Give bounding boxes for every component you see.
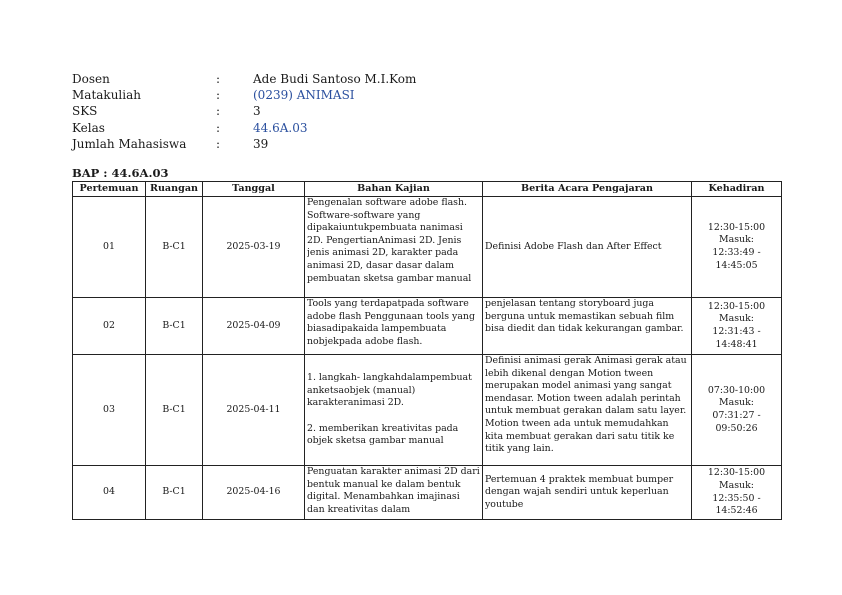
col-header-berita-acara: Berita Acara Pengajaran [483, 182, 692, 197]
jam-kuliah: 12:30-15:00 [707, 221, 766, 233]
waktu-hadir: 12:35:50 - 14:52:46 [712, 492, 761, 517]
paragraph-spacer [307, 410, 480, 423]
berita-acara-text: Definisi Adobe Flash dan After Effect [485, 240, 662, 252]
berita-acara-cell [483, 355, 692, 466]
tanggal-cell: 2025-04-09 [203, 298, 305, 355]
bap-title: BAP : 44.6A.03 [72, 166, 169, 180]
info-label: SKS [72, 104, 98, 119]
info-row-jumlah [72, 136, 472, 152]
masuk-label: Masuk: [719, 479, 754, 491]
col-header-pertemuan: Pertemuan [73, 182, 146, 197]
matakuliah-link[interactable]: (0239) ANIMASI [253, 88, 355, 103]
berita-acara-text: penjelasan tentang storyboard juga berguna untuk memastikan sebuah film bisa diedit dan tidak kekurangan gambar. [485, 298, 684, 335]
pertemuan-cell: 04 [73, 466, 146, 520]
info-colon: : [216, 120, 221, 135]
waktu-hadir: 07:31:27 - 09:50:26 [712, 410, 761, 434]
berita-acara-cell [483, 197, 692, 298]
bahan-kajian-cell [305, 466, 483, 520]
tanggal-cell: 2025-03-19 [203, 197, 305, 298]
info-colon: : [216, 88, 221, 103]
dosen-value: Ade Budi Santoso M.I.Kom [253, 72, 417, 86]
table-row [73, 355, 782, 466]
ruangan-cell: B-C1 [146, 355, 203, 466]
pertemuan-cell: 03 [73, 355, 146, 466]
bahan-kajian-cell [305, 355, 483, 466]
tanggal-cell: 2025-04-16 [203, 466, 305, 520]
info-colon: : [216, 72, 221, 86]
masuk-label: Masuk: [719, 313, 754, 325]
kelas-link[interactable]: 44.6A.03 [253, 120, 308, 135]
kehadiran-cell [692, 355, 782, 466]
table-header [73, 182, 782, 197]
info-label: Kelas [72, 120, 105, 135]
jumlah-value: 39 [253, 136, 269, 151]
pertemuan-cell: 02 [73, 298, 146, 355]
info-row-dosen [72, 71, 472, 87]
table-row [73, 298, 782, 355]
info-colon: : [216, 104, 221, 119]
info-label: Jumlah Mahasiswa [72, 136, 187, 151]
kehadiran-cell [692, 466, 782, 520]
berita-acara-cell [483, 466, 692, 520]
ruangan-cell: B-C1 [146, 466, 203, 520]
col-header-kehadiran: Kehadiran [692, 182, 782, 197]
bahan-kajian-text: 1. langkah- langkahdalampembuat anketsaobjek (manual) karakteranimasi 2D. [307, 372, 472, 409]
info-colon: : [216, 136, 221, 151]
info-row-matakuliah [72, 87, 472, 103]
tanggal-cell: 2025-04-11 [203, 355, 305, 466]
table-row [73, 466, 782, 520]
jam-kuliah: 12:30-15:00 [707, 300, 766, 312]
waktu-hadir: 12:31:43 - 14:48:41 [712, 326, 761, 350]
bap-table [72, 181, 782, 520]
info-label: Dosen [72, 72, 110, 86]
pertemuan-cell: 01 [73, 197, 146, 298]
jam-kuliah: 12:30-15:00 [707, 467, 766, 479]
col-header-ruangan: Ruangan [146, 182, 203, 197]
sks-value: 3 [253, 104, 261, 119]
berita-acara-text: Definisi animasi gerak Animasi gerak atau lebih dikenal dengan Motion tween merupakan model animasi yang sangat mendasar. Motion tween adalah perintah untuk membuat gerakan dalam satu layer. Motion tween ada untuk memudahkan kita membuat gerakan dari satu titik ke titik yang lain. [485, 355, 687, 455]
kehadiran-cell [692, 298, 782, 355]
bahan-kajian-cell [305, 197, 483, 298]
bahan-kajian-text: Tools yang terdapatpada software adobe flash Penggunaan tools yang biasadipakaida lampembuata nobjekpada adobe flash. [307, 298, 475, 347]
masuk-label: Masuk: [719, 234, 754, 246]
bahan-kajian-cell [305, 298, 483, 355]
kehadiran-cell [692, 197, 782, 298]
bahan-kajian-text: 2. memberikan kreativitas pada objek sketsa gambar manual [307, 422, 459, 447]
berita-acara-cell [483, 298, 692, 355]
bahan-kajian-text: Penguatan karakter animasi 2D dari bentuk manual ke dalam bentuk digital. Menambahkan imajinasi dan kreativitas dalam [307, 466, 480, 515]
col-header-tanggal: Tanggal [203, 182, 305, 197]
ruangan-cell: B-C1 [146, 298, 203, 355]
masuk-label: Masuk: [719, 397, 754, 409]
berita-acara-text: Pertemuan 4 praktek membuat bumper dengan wajah sendiri untuk keperluan youtube [485, 473, 674, 510]
ruangan-cell: B-C1 [146, 197, 203, 298]
info-row-sks [72, 103, 472, 119]
info-row-kelas [72, 120, 472, 136]
course-info [72, 71, 472, 152]
info-label: Matakuliah [72, 88, 141, 103]
jam-kuliah: 07:30-10:00 [707, 384, 766, 396]
col-header-bahan-kajian: Bahan Kajian [305, 182, 483, 197]
waktu-hadir: 12:33:49 - 14:45:05 [712, 247, 761, 271]
table-row [73, 197, 782, 298]
bahan-kajian-text: Pengenalan software adobe flash. Software-software yang dipakaiuntukpembuata nanimasi 2D. PengertianAnimasi 2D. Jenis jenis animasi 2D, karakter pada animasi 2D, dasar dasar dalam pembuatan sketsa gambar manual [307, 197, 472, 284]
